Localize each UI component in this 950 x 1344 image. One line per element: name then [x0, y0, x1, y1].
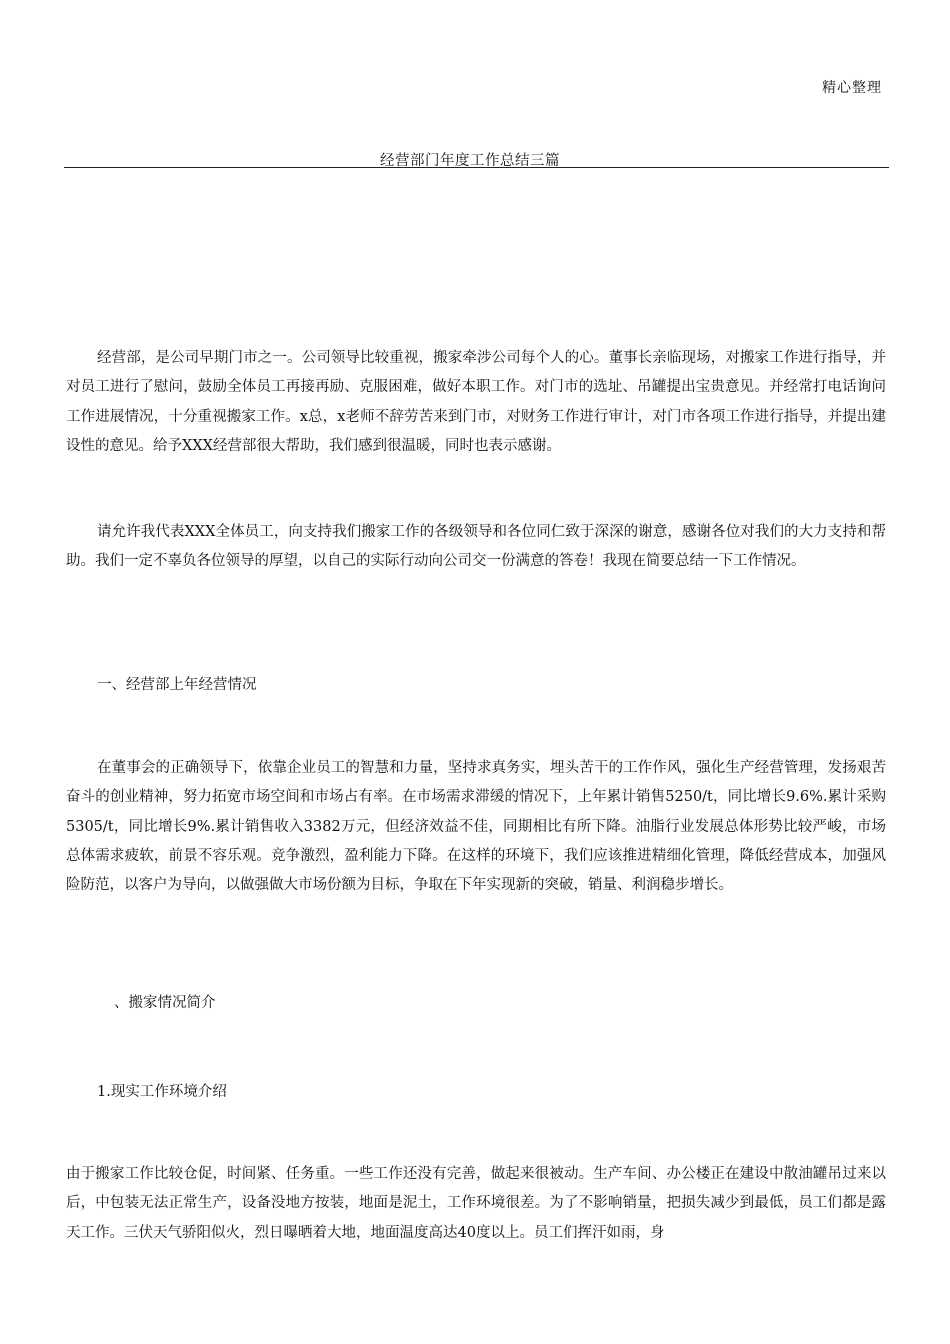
paragraph-work-environment: 由于搬家工作比较仓促，时间紧、任务重。一些工作还没有完善，做起来很被动。生产车间、办公楼正在建设中散油罐吊过来以后，中包装无法正常生产，设备没地方按装，地面是泥土，工作环境很差。为了不影响销量，把损失减少到最低，员工们都是露天工作。三伏天气骄阳似火，烈日曝晒着大地，地面温度高达40度以上。员工们挥汗如雨，身 [66, 1166, 886, 1241]
paragraph-intro: 经营部，是公司早期门市之一。公司领导比较重视，搬家牵涉公司每个人的心。董事长亲临现场，对搬家工作进行指导，并对员工进行了慰问，鼓励全体员工再接再励、克服困难，做好本职工作。对门市的选址、吊罐提出宝贵意见。并经常打电话询问工作进展情况，十分重视搬家工作。x总，x老师不辞劳苦来到门市，对财务工作进行审计，对门市各项工作进行指导，并提出建设性的意见。给予XXX经营部很大帮助，我们感到很温暖，同时也表示感谢。 [66, 350, 886, 454]
subsection-heading-1: 1.现实工作环境介绍 [97, 1084, 227, 1100]
paragraph-thanks: 请允许我代表XXX全体员工，向支持我们搬家工作的各级领导和各位同仁致于深深的谢意，感谢各位对我们的大力支持和帮助。我们一定不辜负各位领导的厚望，以自己的实际行动向公司交一份满意的答卷！我现在简要总结一下工作情况。 [66, 524, 886, 570]
paragraph-business-summary: 在董事会的正确领导下，依靠企业员工的智慧和力量，坚持求真务实，埋头苦干的工作作风，强化生产经营管理，发扬艰苦奋斗的创业精神，努力拓宽市场空间和市场占有率。在市场需求滞缓的情况下，上年累计销售5250/t，同比增长9.6%.累计采购5305/t，同比增长9%.累计销售收入3382万元，但经济效益不佳，同期相比有所下降。油脂行业发展总体形势比较严峻，市场总体需求疲软，前景不容乐观。竞争激烈，盈利能力下降。在这样的环境下，我们应该推进精细化管理，降低经营成本，加强风险防范，以客户为导向，以做强做大市场份额为目标，争取在下年实现新的突破，销量、利润稳步增长。 [66, 760, 886, 894]
corner-note: 精心整理 [822, 80, 882, 96]
title-underline [64, 167, 889, 168]
section-heading-2: 、搬家情况简介 [114, 995, 216, 1011]
document-title: 经营部门年度工作总结三篇 [380, 153, 560, 169]
section-heading-1: 一、经营部上年经营情况 [97, 677, 257, 693]
